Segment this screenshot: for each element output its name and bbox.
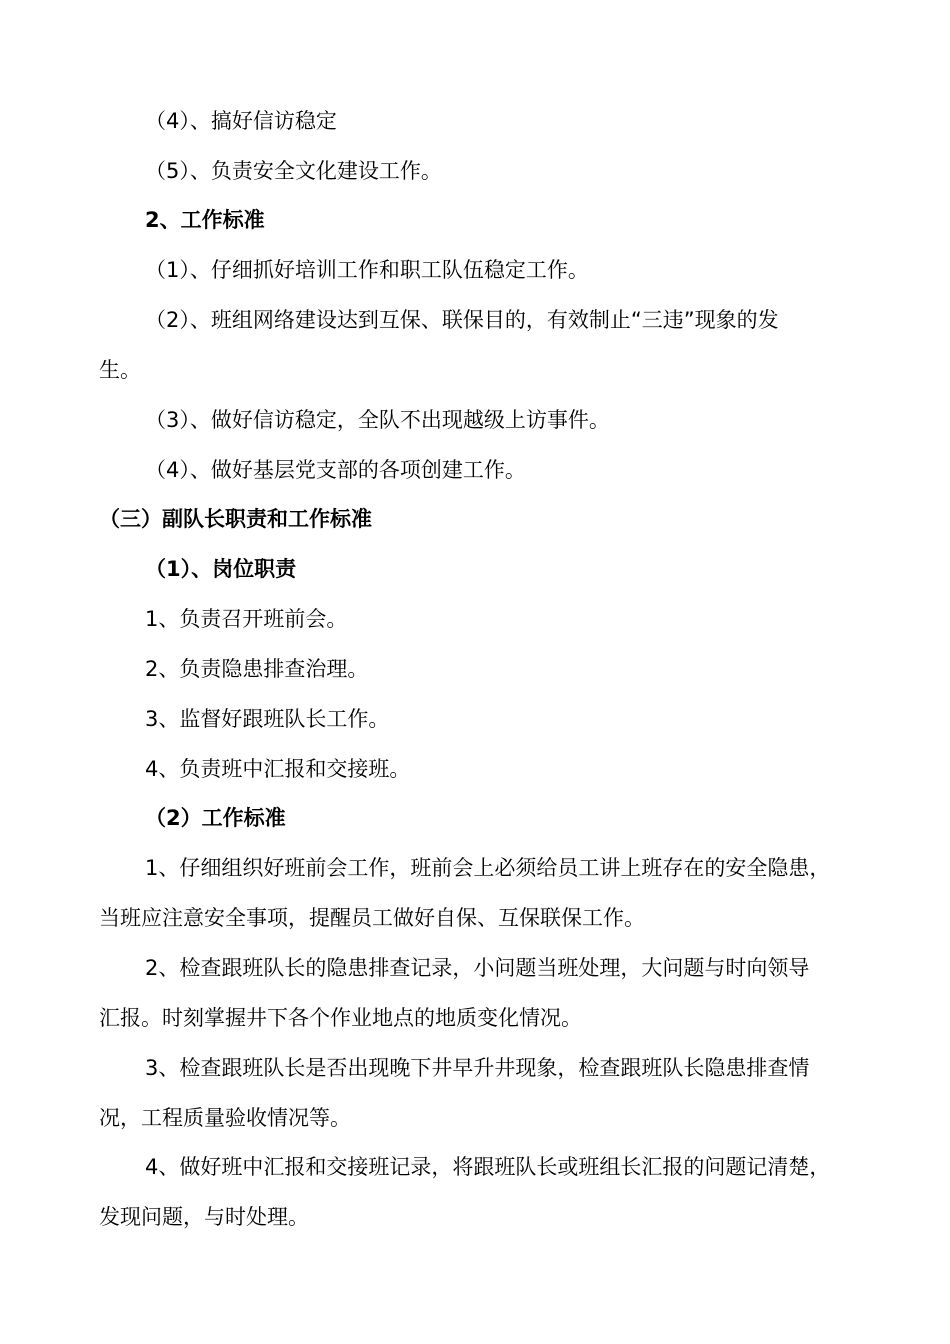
work-standard-item-4-cont: 发现问题，与时处理。: [99, 1205, 309, 1229]
duty-item-2: 2、负责隐患排查治理。: [145, 657, 369, 681]
duty-item-3: 3、监督好跟班队长工作。: [145, 707, 390, 731]
standard-item-2: （2）、班组网络建设达到互保、联保目的，有效制止“三违”现象的发: [145, 308, 779, 332]
work-standard-item-4: 4、做好班中汇报和交接班记录，将跟班队长或班组长汇报的问题记清楚，: [145, 1155, 831, 1179]
item-4-petition: （4）、搞好信访稳定: [145, 109, 337, 133]
subheading-work-standard: （2）工作标准: [145, 806, 286, 830]
duty-item-4: 4、负责班中汇报和交接班。: [145, 757, 411, 781]
duty-item-1: 1、负责召开班前会。: [145, 607, 348, 631]
work-standard-item-2-cont: 汇报。时刻掌握井下各个作业地点的地质变化情况。: [99, 1006, 582, 1030]
standard-item-4: （4）、做好基层党支部的各项创建工作。: [145, 458, 526, 482]
subheading-job-duties: （1）、岗位职责: [145, 557, 297, 581]
work-standard-item-3-cont: 况，工程质量验收情况等。: [99, 1106, 351, 1130]
work-standard-item-1: 1、仔细组织好班前会工作，班前会上必须给员工讲上班存在的安全隐患，: [145, 856, 831, 880]
standard-item-2-cont: 生。: [99, 358, 141, 382]
standard-item-1: （1）、仔细抓好培训工作和职工队伍稳定工作。: [145, 258, 589, 282]
work-standard-item-1-cont: 当班应注意安全事项，提醒员工做好自保、互保联保工作。: [99, 906, 645, 930]
work-standard-item-3: 3、检查跟班队长是否出现晚下井早升井现象，检查跟班队长隐患排查情: [145, 1056, 810, 1080]
work-standard-item-2: 2、检查跟班队长的隐患排查记录，小问题当班处理，大问题与时向领导: [145, 956, 810, 980]
chapter-heading-deputy-captain: （三）副队长职责和工作标准: [99, 507, 372, 531]
item-5-safety-culture: （5）、负责安全文化建设工作。: [145, 159, 442, 183]
standard-item-3: （3）、做好信访稳定，全队不出现越级上访事件。: [145, 408, 610, 432]
section-heading-work-standard: 2、工作标准: [145, 208, 265, 232]
